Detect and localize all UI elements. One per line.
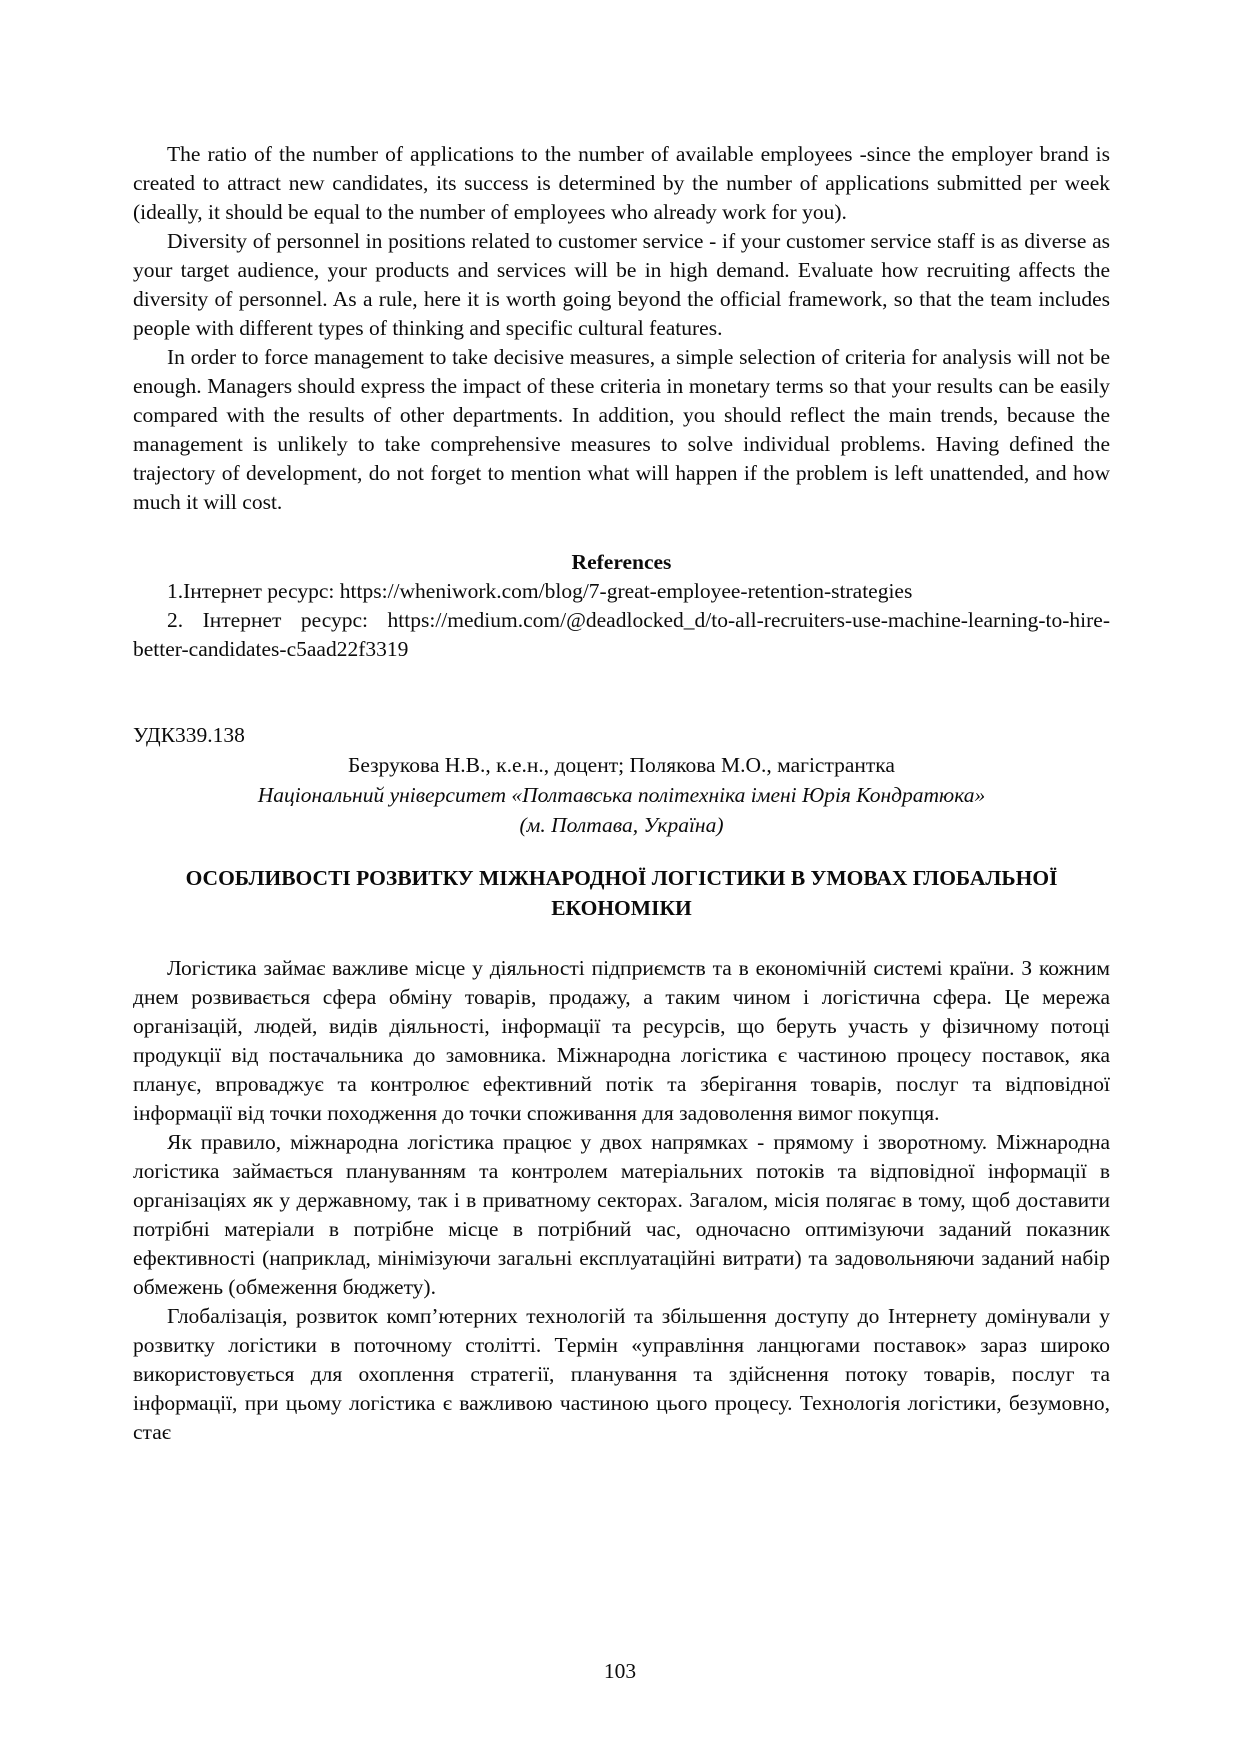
references-heading: References (571, 550, 672, 574)
references-list (133, 577, 1110, 664)
authors-line: Безрукова Н.В., к.е.н., доцент; Полякова М.О., магістрантка (348, 753, 895, 777)
article-paragraph-2: Як правило, міжнародна логістика працює у двох напрямках - прямому і зворотному. Міжнародна логістика займається плануванням та контролем матеріальних потоків та відповідної інформації в організаціях як у державному, так і в приватному секторах. Загалом, місія полягає в тому, щоб доставити потрібні матеріали в потрібне місце в потрібний час, одночасно оптимізуючи заданий показник ефективності (наприклад, мінімізуючи загальні експлуатаційні витрати) та задовольняючи заданий набір обмежень (обмеження бюджету). (133, 1130, 1110, 1299)
article-paragraph-3: Глобалізація, розвиток комп’ютерних технологій та збільшення доступу до Інтернету домінували у розвитку логістики в поточному столітті. Термін «управління ланцюгами поставок» зараз широко використовується для охоплення стратегії, планування та здійснення потоку товарів, послуг та інформації, при цьому логістика є важливою частиною цього процесу. Технологія логістики, безумовно, стає (133, 1304, 1110, 1444)
english-section (133, 140, 1110, 517)
article-paragraph-1: Логістика займає важливе місце у діяльності підприємств та в економічній системі країни. З кожним днем розвивається сфера обміну товарів, продажу, а таким чином і логістична сфера. Це мережа організацій, людей, видів діяльності, інформації та ресурсів, що беруть участь у фізичному потоці продукції від постачальника до замовника. Міжнародна логістика є частиною процесу поставок, яка планує, впроваджує та контролює ефективний потік та зберігання товарів, послуг та відповідної інформації від точки походження до точки споживання для задоволення вимог покупця. (133, 956, 1110, 1125)
location-line: (м. Полтава, Україна) (519, 813, 724, 837)
english-paragraph-2: Diversity of personnel in positions related to customer service - if your customer service staff is as diverse as your target audience, your products and services will be in high demand. Evaluate how recruiting affects the diversity of personnel. As a rule, here it is worth going beyond the official framework, so that the team includes people with different types of thinking and specific cultural features. (133, 229, 1110, 340)
page-number: 103 (603, 1659, 637, 1683)
affiliation-line: Національний університет «Полтавська політехніка імені Юрія Кондратюка» (257, 783, 986, 807)
article-title: ОСОБЛИВОСТІ РОЗВИТКУ МІЖНАРОДНОЇ ЛОГІСТИКИ В УМОВАХ ГЛОБАЛЬНОЇ ЕКОНОМІКИ (185, 866, 1058, 920)
english-paragraph-3: In order to force management to take decisive measures, a simple selection of criteria for analysis will not be enough. Managers should express the impact of these criteria in monetary terms so that your results can be easily compared with the results of other departments. In addition, you should reflect the main trends, because the management is unlikely to take comprehensive measures to solve individual problems. Having defined the trajectory of development, do not forget to mention what will happen if the problem is left unattended, and how much it will cost. (133, 345, 1110, 514)
reference-item-1: 1.Інтернет ресурс: https://wheniwork.com/blog/7-great-employee-retention-strategies (167, 579, 913, 603)
byline-block (133, 750, 1110, 840)
udc-code: УДК339.138 (133, 723, 245, 747)
english-paragraph-1: The ratio of the number of applications to the number of available employees -since the employer brand is created to attract new candidates, its success is determined by the number of applications submitted per week (ideally, it should be equal to the number of employees who already work for you). (133, 142, 1110, 224)
article-body (133, 954, 1110, 1447)
reference-item-2: 2. Інтернет ресурс: https://medium.com/@deadlocked_d/to-all-recruiters-use-machine-learning-to-hire-better-candidates-c5aad22f3319 (133, 608, 1110, 661)
